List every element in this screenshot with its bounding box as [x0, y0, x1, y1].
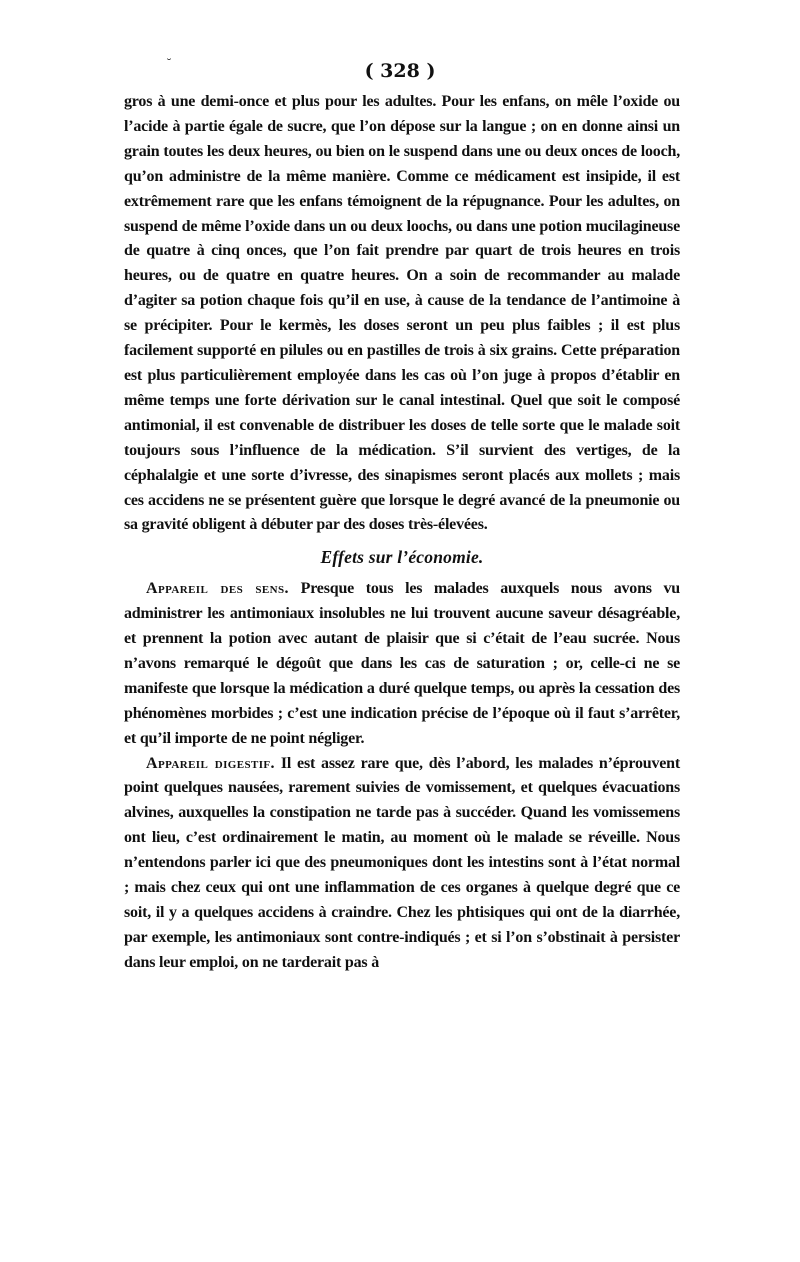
paragraph-text: Presque tous les malades auxquels nous avons vu administrer les antimoniaux insolubles ne lui trouvent aucune saveur désagréable, et prennent la potion avec autant de plaisir que si c’était de l’eau sucrée. Nous n’avons remarqué le dégoût que dans les cas de saturation ; or, celle-ci ne se manifeste que lorsque la médication a duré quelque temps, ou après la cessation des phénomènes morbides ; c’est une indication précise de l’époque où il faut s’arrêter, et qu’il importe de ne point négliger.	[124, 580, 681, 747]
paragraph-dosage: gros à une demi-once et plus pour les adultes. Pour les enfans, on mêle l’oxide ou l’acide à partie égale de sucre, que l’on dépose sur la langue ; on en donne ainsi un grain toutes les deux heures, ou bien on le suspend dans une ou deux onces de looch, qu’on administre de la même manière. Comme ce médicament est insipide, il est extrêmement rare que les enfans témoignent de la répugnance. Pour les adultes, on suspend de même l’oxide dans un ou deux loochs, ou dans une potion mucilagineuse de quatre à cinq onces, que l’on fait prendre par quart de trois heures en trois heures, ou de quatre en quatre heures. On a soin de recommander au malade d’agiter sa potion chaque fois qu’il en use, à cause de la tendance de l’antimoine à se précipiter. Pour le kermès, les doses seront un peu plus faibles ; il est plus facilement supporté en pilules ou en pastilles de trois à six grains. Cette préparation est plus particulièrement employée dans les cas où l’on juge à propos d’établir en même temps une forte dérivation sur le canal intestinal. Quel que soit le composé antimonial, il est convenable de distribuer les doses de telle sorte que le malade soit toujours sous l’influence de la médication. S’il survient des vertiges, de la céphalalgie et une sorte d’ivresse, des sinapismes seront placés aux mollets ; mais ces accidens ne se présentent guère que lorsque le degré avancé de la pneumonie ou sa gravité obligent à débuter par des doses très-élevées.	[124, 93, 680, 534]
page-number: ( 328 )	[364, 60, 436, 82]
paragraph-appareil-des-sens	[124, 577, 680, 751]
section-heading: Effets sur l’économie.	[320, 547, 484, 568]
paragraph-text: Il est assez rare que, dès l’abord, les malades n’éprouvent point quelques nausées, rarement suivies de vomissement, et quelques évacuations alvines, auxquelles la constipation ne tarde pas à succéder. Quand les vomissemens ont lieu, c’est ordinairement le matin, au moment où le malade se réveille. Nous n’entendons parler ici que des pneumoniques dont les intestins sont à l’état normal ; mais chez ceux qui ont une inflammation de ces organes à quelque degré que ce soit, il y a quelques accidens à craindre. Chez les phtisiques qui ont de la diarrhée, par exemple, les antimoniaux sont contre-indiqués ; et si l’on s’obstinait à persister dans leur emploi, on ne tarderait pas à	[124, 754, 680, 971]
paragraph-label: Appareil digestif.	[146, 754, 275, 772]
body-text	[124, 90, 680, 976]
stray-mark: ˘	[166, 57, 172, 71]
paragraph-label: Appareil des sens.	[146, 580, 289, 598]
paragraph-appareil-digestif	[124, 752, 680, 976]
